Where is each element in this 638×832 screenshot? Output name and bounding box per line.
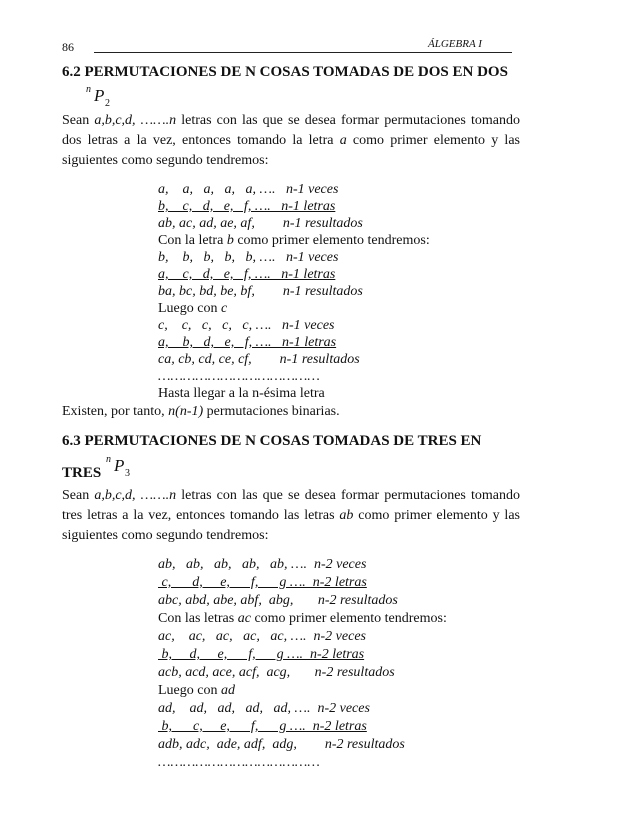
listing-line: b, b, b, b, b, …. n-1 veces [158, 250, 339, 265]
ellipsis-line: ………………………………… [158, 755, 320, 770]
conclusion-line [62, 403, 340, 420]
intro-text: Sean [62, 488, 95, 503]
listing-line [158, 300, 227, 317]
section-title: 6.2 PERMUTACIONES DE N COSAS TOMADAS DE DOS EN DOS [62, 64, 508, 80]
symbol-letter: P [94, 86, 105, 105]
listing-text: Con las letras [158, 611, 238, 626]
symbol-superscript: n [106, 454, 111, 465]
symbol-subscript: 2 [105, 98, 110, 109]
listing-line: ac, ac, ac, ac, ac, …. n-2 veces [158, 629, 366, 644]
intro-letters: a,b,c,d, …….n [94, 488, 177, 503]
listing-line: a, a, a, a, a, …. n-1 veces [158, 182, 339, 197]
listing-line: c, d, e, f, g …. n-2 letras [158, 575, 367, 590]
listing-line: b, d, e, f, g …. n-2 letras [158, 647, 365, 662]
conclusion-text: permutaciones binarias. [203, 404, 340, 419]
listing-line: ca, cb, cd, ce, cf, n-1 resultados [158, 352, 360, 367]
intro-paragraph [62, 111, 520, 171]
running-title: ÁLGEBRA I [428, 38, 482, 50]
listing-line: ab, ab, ab, ab, ab, …. n-2 veces [158, 557, 367, 572]
page-number: 86 [62, 40, 74, 54]
listing-text: Luego con [158, 683, 221, 698]
intro-text: como primer elemento y las siguientes como segundo tendremos: [62, 133, 520, 168]
listing-text: Con la letra [158, 233, 227, 248]
listing-line: adb, adc, ade, adf, adg, n-2 resultados [158, 737, 405, 752]
listing-line: abc, abd, abe, abf, abg, n-2 resultados [158, 593, 398, 608]
intro-letter-a: a [339, 133, 347, 148]
listing-letter: c [220, 301, 228, 316]
listing-line: ab, ac, ad, ae, af, n-1 resultados [158, 216, 363, 231]
listing-line: acb, acd, ace, acf, acg, n-2 resultados [158, 665, 395, 680]
listing-line [158, 232, 430, 249]
intro-letters: a,b,c,d, …….n [94, 113, 177, 128]
intro-text: Sean [62, 113, 95, 128]
ellipsis-line: ………………………………… [158, 369, 320, 384]
listing-line: a, c, d, e, f, …. n-1 letras [158, 267, 336, 282]
header-rule [94, 52, 512, 53]
listing-text: Luego con [158, 301, 221, 316]
conclusion-text: Existen, por tanto, [62, 404, 169, 419]
listing-line [158, 610, 447, 627]
section-title: 6.3 PERMUTACIONES DE N COSAS TOMADAS DE TRES EN [62, 433, 482, 449]
section-title-continuation: TRES [62, 465, 102, 481]
listing-line [158, 682, 235, 699]
intro-letters-ab: ab [339, 508, 354, 523]
listing-line: ba, bc, bd, be, bf, n-1 resultados [158, 284, 363, 299]
symbol-letter: P [114, 456, 125, 475]
conclusion-formula: n(n-1) [168, 404, 204, 419]
intro-text: como primer elemento y las siguientes como segundo tendremos: [62, 508, 520, 543]
intro-text: letras con las que se desea formar permutaciones tomando tres letras a la vez, entonces tomando las letras [62, 488, 520, 523]
listing-line: a, b, d, e, f, …. n-1 letras [158, 335, 337, 350]
listing-letters: ad [220, 683, 235, 698]
listing-line: b, c, d, e, f, …. n-1 letras [158, 199, 336, 214]
listing-letters: ac [237, 611, 251, 626]
intro-text: letras con las que se desea formar permutaciones tomando dos letras a la vez, entonces tomando la letra [62, 113, 520, 148]
symbol-superscript: n [86, 84, 91, 95]
listing-text: como primer elemento tendremos: [233, 233, 430, 248]
intro-paragraph [62, 486, 520, 546]
listing-line: ad, ad, ad, ad, ad, …. n-2 veces [158, 701, 370, 716]
listing-letter: b [226, 233, 234, 248]
listing-line: c, c, c, c, c, …. n-1 veces [158, 318, 335, 333]
listing-line: b, c, e, f, g …. n-2 letras [158, 719, 367, 734]
listing-text: como primer elemento tendremos: [250, 611, 447, 626]
symbol-subscript: 3 [125, 468, 130, 479]
listing-line: Hasta llegar a la n-ésima letra [158, 386, 325, 401]
